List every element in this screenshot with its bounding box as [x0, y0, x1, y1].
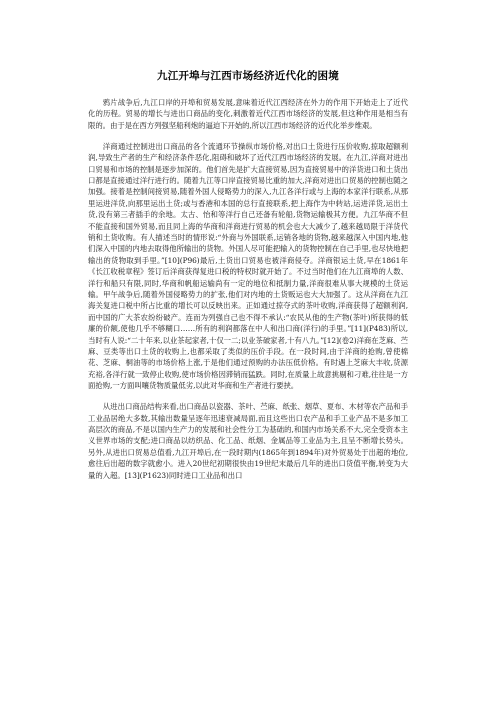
paragraph: 洋商通过控制进出口商品的各个流通环节操纵市场价格,对出口土货进行压价收购,掠取超额利润,导致生产者的生产和经济条件恶化,阻碍和破坏了近代江西市场经济的发展。在九江,洋商对进出口贸易和市场的控制是逐步加深的。他们首先是扩大直接贸易,因为直接贸易中的洋货进口和土货出口都是直接通过洋行进行的。随着九江等口岸直接贸易比重的加大,洋商对进出口贸易的控制也随之加强。接着是控制间接贸易,随着外国人侵略势力的深入,九江各洋行或与上海的本家洋行联系,从那里运进洋货,向那里运出土货;或与香港和本国的总行直接联系,把上海作为中转站,运进洋货,运出土货,没有第三者插手的余地。太古、怡和等洋行自己还备有轮船,货物运输极其方便。九江华商不但不能直接和国外贸易,而且同上海的华商和洋商进行贸易的机会也大大减少了,越来越局限于洋货代销和土货收购。有人描述当时的情形说:“外商与外国联系,运销各地的货物,越来越深入中国内地,他们深入中国的内地去取得他所输出的货物。外国人尽可能把输入的货物控制在自己手里,也尽快地把输出的货物取到手里。”[10](P96)最后,土货出口贸易也被洋商侵夺。洋商银运土货,早在1861年《长江收税章程》签订后洋商获得复进口税的特权时就开始了。不过当时他们在九江商埠的人数、洋行和船只有限,同时,华商和帆船运输尚有一定的地位和抵制力量,洋商很难从事大规模的土货运输。甲午战争后,随着外国侵略势力的扩张,他们对内地的土货贩运也大大加强了。这从洋商在九江海关复进口税中所占比重的增长可以反映出来。正如通过掠夺式的茶叶收购,洋商获得了超额利润,而中国的广大茶农纷纷破产。连而为列强自己也不得不承认:“农民从他的生产物(茶叶)所获得的低廉的价额,使他几乎不够糊口……所有的利润都落在中人和出口商(洋行)的手里。”[11](P483)所以,当时有人说:“二十年来,以业茶起家者,十仅一二;以业茶破家者,十有八九。”[12](卷2)洋商在芝麻、苎麻、豆类等出口土货的收购上,也都采取了类似的压价手段。在一段时间,由于洋商的抢购,曾使棉花、芝麻、桐油等的市场价格上涨,于是他们通过预购的办法压低价格。有时遇上芝麻大丰收,货源充裕,各洋行就一致停止收购,使市场价格因滞销而猛跌。同时,在质量上故意挑剔和刁难,往往是一方面抢购,一方面叫嚷货物质量低劣,以此对华商和生产者进行要挟。 — [88, 141, 408, 391]
paragraph: 鸦片战争后,九江口岸的开埠和贸易发展,意味着近代江西经济在外力的作用下开始走上了近代化的历程。贸易的增长与进出口商品的变化,刺激着近代江西市场经济的发展,但这种作用是相当有限的。由于是在西方列强坚船利炮的逼迫下开始的,所以江西市场经济的近代化举步维艰。 — [88, 98, 408, 130]
document-title: 九江开埠与江西市场经济近代化的困境 — [157, 70, 339, 82]
paragraph: 从进出口商品结构来看,出口商品以瓷器、茶叶、苎麻、纸张、烟草、夏布、木材等农产品和手工业品居绝大多数,其输出数量呈逐年迅速衰减局面,而且这些出口农产品和手工业产品不是多加工高层次的商品,不是以国内生产力的发展和社会性分工为基础的,和国内市场关系不大,完全受资本主义世界市场的支配;进口商品以纺织品、化工品、纸烟、金属品等工业品为主,且呈不断增长势头。另外,从进出口贸易总值看,九江开埠后,在一段时期内(1865年到1894年)对外贸易处于出超的地位,愈往后出超的数字就愈小。进入20世纪初期很快由19世纪末最后几年的进出口货值平衡,转变为大量的入超。[13](P1623)同时进口工业品和出口 — [88, 402, 408, 480]
document-body — [88, 97, 408, 491]
